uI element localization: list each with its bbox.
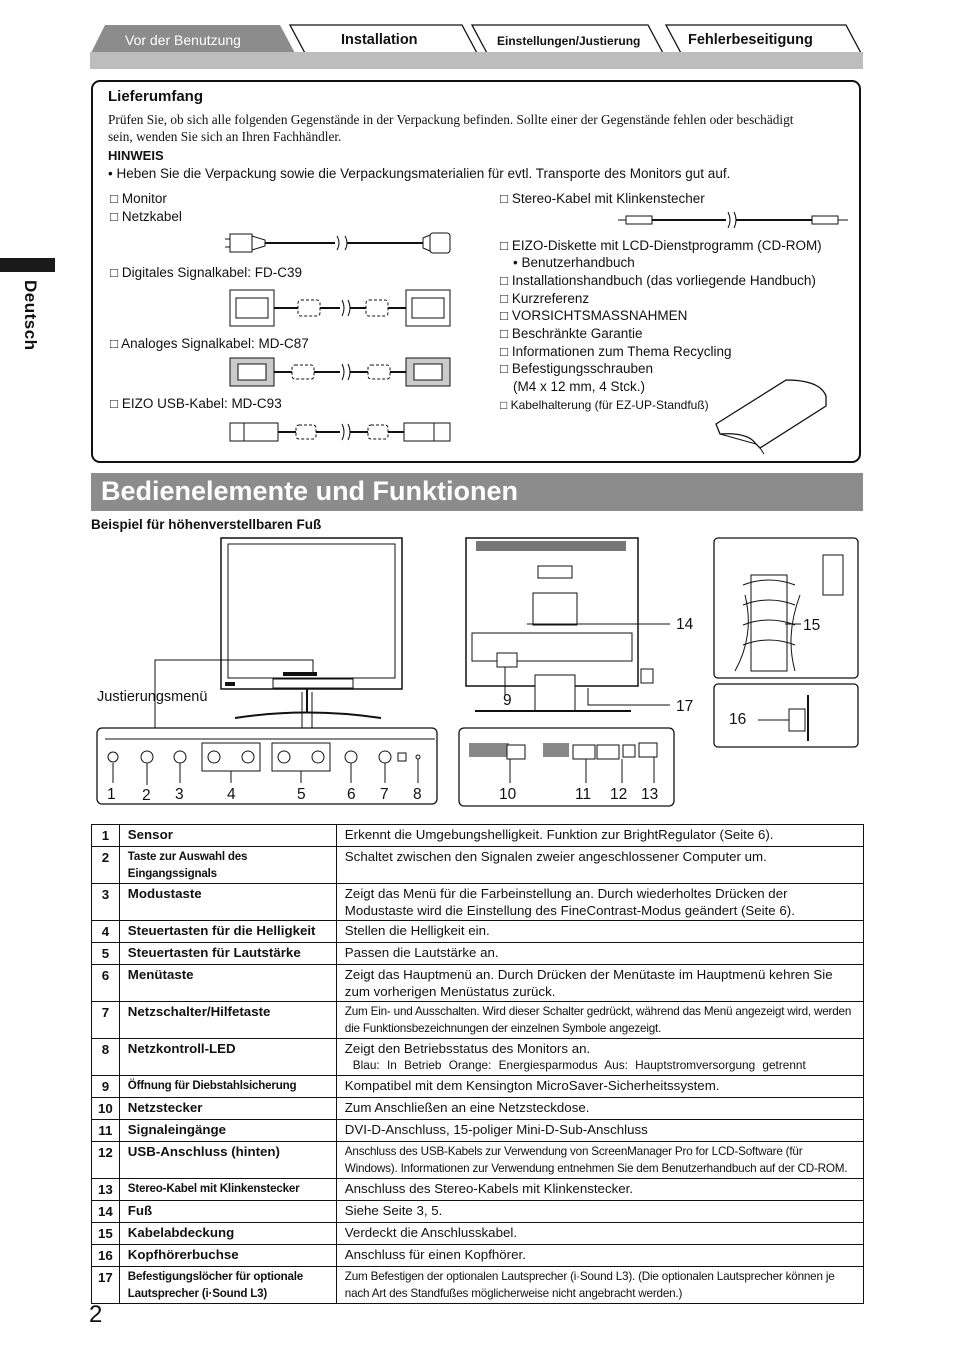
- callout-11: 11: [575, 786, 592, 803]
- callout-7: 7: [380, 786, 389, 803]
- row-name: Kabelabdeckung: [119, 1223, 336, 1245]
- stereo-cable-illustration: [616, 210, 850, 230]
- row-name: Steuertasten für die Helligkeit: [119, 921, 336, 943]
- row-description: [336, 921, 863, 943]
- cable-cover-detail: [714, 538, 858, 678]
- callout-2: 2: [142, 787, 151, 804]
- callout-1: 1: [107, 786, 116, 803]
- row-name: Stereo-Kabel mit Klinkenstecker: [119, 1179, 336, 1201]
- row-description: [336, 943, 863, 965]
- row-name: Öffnung für Diebstahlsicherung: [119, 1076, 336, 1098]
- callout-16: 16: [729, 711, 747, 728]
- callout-4: 4: [227, 786, 236, 803]
- list-item: □ Installationshandbuch (das vorliegende Handbuch): [500, 273, 816, 288]
- row-number: 5: [92, 943, 120, 965]
- description-text: Zum Ein- und Ausschalten. Wird dieser Schalter gedrückt, während das Menü angezeigt wird, werden die Funktionsbezeichnungen der einzelnen Symbole angezeigt.: [344, 1005, 852, 1035]
- row-description: [336, 1076, 863, 1098]
- table-row: [92, 1098, 864, 1120]
- description-text: DVI-D-Anschluss, 15-poliger Mini-D-Sub-Anschluss: [344, 1122, 648, 1137]
- row-description: [336, 1002, 863, 1039]
- tab-einstellungen[interactable]: Einstellungen/Justierung: [497, 34, 641, 48]
- list-item: □ Stereo-Kabel mit Klinkenstecher: [500, 191, 705, 206]
- description-text: Stellen die Helligkeit ein.: [344, 923, 490, 938]
- row-name: Netzstecker: [119, 1098, 336, 1120]
- tab-fehlerbeseitigung[interactable]: Fehlerbeseitigung: [688, 32, 813, 48]
- table-row: [92, 965, 864, 1002]
- note-label: HINWEIS: [108, 148, 164, 163]
- row-name: Steuertasten für Lautstärke: [119, 943, 336, 965]
- tab-vor-der-benutzung[interactable]: Vor der Benutzung: [125, 32, 241, 48]
- table-row: [92, 1179, 864, 1201]
- row-description: [336, 1120, 863, 1142]
- description-text: Anschluss des USB-Kabels zur Verwendung von ScreenManager Pro for LCD-Software (für Windows). Informationen zur Verwendung entnehmen Sie dem Benutzerhandbuch auf der CD-ROM.: [344, 1145, 848, 1175]
- description-text: Zeigt den Betriebsstatus des Monitors an.: [344, 1041, 591, 1056]
- table-row: [92, 1223, 864, 1245]
- row-name: Kopfhörerbuchse: [119, 1245, 336, 1267]
- callout-15: 15: [803, 617, 821, 634]
- list-item: □ Analoges Signalkabel: MD-C87: [110, 336, 309, 351]
- table-row: [92, 884, 864, 921]
- row-name: Sensor: [119, 825, 336, 847]
- callout-17: 17: [676, 698, 694, 715]
- list-item: • Benutzerhandbuch: [513, 255, 635, 270]
- row-description: [336, 1142, 863, 1179]
- row-number: 3: [92, 884, 120, 921]
- tab-installation[interactable]: Installation: [341, 32, 418, 48]
- callout-3: 3: [175, 786, 184, 803]
- row-description: [336, 1267, 863, 1304]
- description-text: Zum Befestigen der optionalen Lautsprecher (i·Sound L3). (Die optionalen Lautsprecher können je nach Art des Standfußes möglicherweise nicht angebracht werden.): [344, 1270, 835, 1300]
- callout-14: 14: [676, 616, 694, 633]
- row-number: 15: [92, 1223, 120, 1245]
- row-name: Befestigungslöcher für optionale Lautsprecher (i·Sound L3): [119, 1267, 336, 1304]
- description-text: Passen die Lautstärke an.: [344, 945, 499, 960]
- row-description: [336, 1179, 863, 1201]
- table-row: [92, 847, 864, 884]
- description-text: Anschluss für einen Kopfhörer.: [344, 1247, 526, 1262]
- row-number: 2: [92, 847, 120, 884]
- row-name: USB-Anschluss (hinten): [119, 1142, 336, 1179]
- row-description: [336, 1039, 863, 1076]
- figure-subtitle: Beispiel für höhenverstellbaren Fuß: [91, 517, 322, 532]
- description-text: Zeigt das Menü für die Farbeinstellung an. Durch wiederholtes Drücken der Modustaste wird die Einstellung des FineContrast-Modus geändert (Seite 6).: [344, 886, 795, 918]
- row-number: 13: [92, 1179, 120, 1201]
- description-text: Siehe Seite 3, 5.: [344, 1203, 443, 1218]
- table-row: [92, 943, 864, 965]
- note-text: • Heben Sie die Verpackung sowie die Verpackungsmaterialien für evtl. Transporte des Monitors gut auf.: [108, 166, 731, 181]
- callout-12: 12: [610, 786, 628, 803]
- language-marker: [0, 258, 55, 272]
- row-name: Taste zur Auswahl des Eingangssignals: [119, 847, 336, 884]
- list-item: □ EIZO-Diskette mit LCD-Dienstprogramm (CD-ROM): [500, 238, 822, 253]
- list-item: □ Befestigungsschrauben: [500, 361, 654, 376]
- row-number: 7: [92, 1002, 120, 1039]
- callout-6: 6: [347, 786, 356, 803]
- table-row: [92, 1267, 864, 1304]
- table-row: [92, 1201, 864, 1223]
- row-name: Netzkontroll-LED: [119, 1039, 336, 1076]
- row-number: 8: [92, 1039, 120, 1076]
- cable-holder-illustration: [708, 376, 832, 456]
- function-table: [91, 824, 864, 1304]
- row-number: 12: [92, 1142, 120, 1179]
- description-text: Anschluss des Stereo-Kabels mit Klinkenstecker.: [344, 1181, 634, 1196]
- description-text: Zum Anschließen an eine Netzsteckdose.: [344, 1100, 590, 1115]
- row-description: [336, 1201, 863, 1223]
- language-label: Deutsch: [21, 280, 40, 351]
- tab-bar: [90, 52, 863, 69]
- box-title: Lieferumfang: [108, 88, 204, 105]
- callout-8: 8: [413, 786, 422, 803]
- row-description: [336, 1223, 863, 1245]
- list-item: □ Netzkabel: [110, 209, 182, 224]
- row-name: Netzschalter/Hilfetaste: [119, 1002, 336, 1039]
- list-item: □ Informationen zum Thema Recycling: [500, 344, 732, 359]
- table-row: [92, 1245, 864, 1267]
- row-description: [336, 1098, 863, 1120]
- row-description: [336, 1245, 863, 1267]
- row-number: 17: [92, 1267, 120, 1304]
- table-row: [92, 1002, 864, 1039]
- row-number: 11: [92, 1120, 120, 1142]
- list-item: □ Monitor: [110, 191, 167, 206]
- row-number: 10: [92, 1098, 120, 1120]
- section-title: Bedienelemente und Funktionen: [101, 476, 519, 506]
- table-row: [92, 1039, 864, 1076]
- row-number: 1: [92, 825, 120, 847]
- row-number: 4: [92, 921, 120, 943]
- list-item: □ Kabelhalterung (für EZ-UP-Standfuß): [500, 398, 709, 412]
- row-number: 16: [92, 1245, 120, 1267]
- menu-label: Justierungsmenü: [97, 689, 208, 705]
- monitor-front-view: [221, 538, 402, 718]
- row-name: Signaleingänge: [119, 1120, 336, 1142]
- row-description: [336, 825, 863, 847]
- row-description: [336, 965, 863, 1002]
- callout-10: 10: [499, 786, 517, 803]
- row-number: 6: [92, 965, 120, 1002]
- page-number: 2: [89, 1301, 103, 1328]
- usb-cable-illustration: [228, 420, 454, 444]
- row-number: 9: [92, 1076, 120, 1098]
- table-row: [92, 1120, 864, 1142]
- row-number: 14: [92, 1201, 120, 1223]
- status-legend: Blau: In Betrieb Orange: Energiesparmodus Aus: Hauptstromversorgung getrennt: [352, 1058, 806, 1072]
- row-description: [336, 884, 863, 921]
- description-text: Zeigt das Hauptmenü an. Durch Drücken der Menütaste im Hauptmenü kehren Sie zum vorherigen Menüstatus zurück.: [344, 967, 833, 999]
- list-item: □ EIZO USB-Kabel: MD-C93: [110, 396, 282, 411]
- description-text: Kompatibel mit dem Kensington MicroSaver-Sicherheitssystem.: [344, 1078, 720, 1093]
- row-name: Modustaste: [119, 884, 336, 921]
- dvi-cable-illustration: [228, 288, 454, 328]
- row-name: Fuß: [119, 1201, 336, 1223]
- table-row: [92, 1142, 864, 1179]
- description-text: Erkennt die Umgebungshelligkeit. Funktion zur BrightRegulator (Seite 6).: [344, 827, 774, 842]
- callout-9: 9: [503, 692, 512, 709]
- power-cable-illustration: [225, 228, 455, 258]
- table-row: [92, 825, 864, 847]
- description-text: Schaltet zwischen den Signalen zweier angeschlossener Computer um.: [344, 849, 767, 864]
- list-item: (M4 x 12 mm, 4 Stck.): [513, 379, 646, 394]
- box-intro: Prüfen Sie, ob sich alle folgenden Gegenstände in der Verpackung befinden. Sollte einer der Gegenstände fehlen oder beschädigt sein, wenden Sie sich an Ihren Fachhändler.: [108, 112, 794, 144]
- row-name: Menütaste: [119, 965, 336, 1002]
- list-item: □ Beschränkte Garantie: [500, 326, 643, 341]
- list-item: □ VORSICHTSMASSNAHMEN: [500, 308, 688, 323]
- vga-cable-illustration: [228, 356, 454, 388]
- table-row: [92, 1076, 864, 1098]
- row-description: [336, 847, 863, 884]
- description-text: Verdeckt die Anschlusskabel.: [344, 1225, 518, 1240]
- table-row: [92, 921, 864, 943]
- list-item: □ Digitales Signalkabel: FD-C39: [110, 265, 302, 280]
- list-item: □ Kurzreferenz: [500, 291, 590, 306]
- monitor-figures: [95, 535, 865, 810]
- callout-13: 13: [641, 786, 659, 803]
- callout-5: 5: [297, 786, 306, 803]
